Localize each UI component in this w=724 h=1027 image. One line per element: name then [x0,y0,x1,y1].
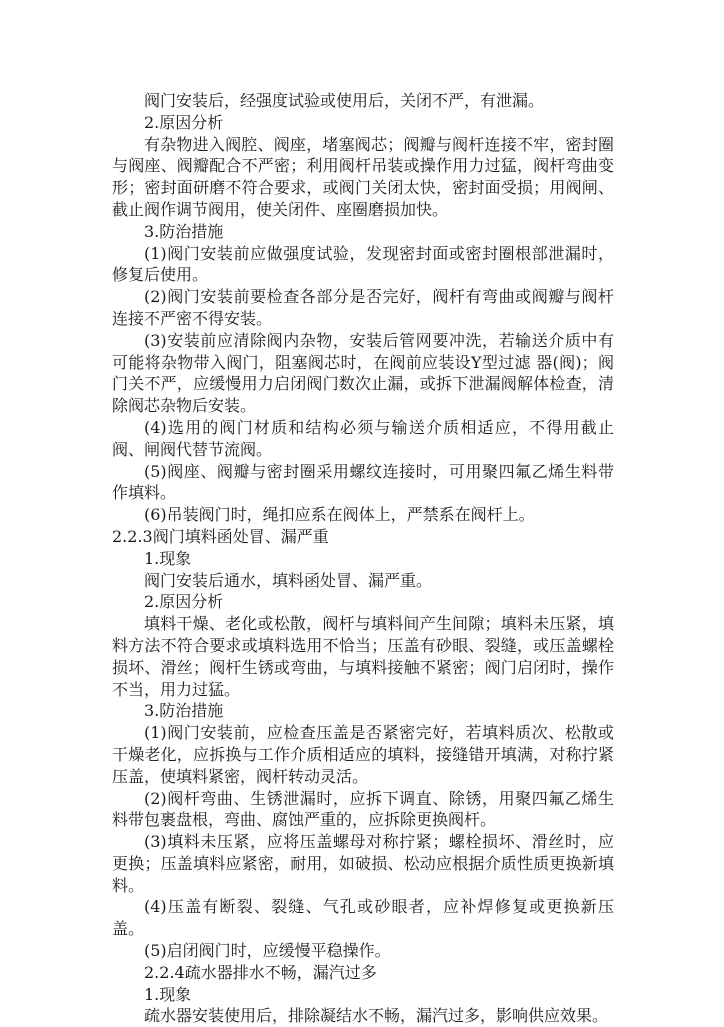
section-title-2-2-3: 2.2.3阀门填料函处冒、漏严重 [112,526,329,546]
paragraph-measure-3: (3)安装前应清除阀内杂物，安装后管网要冲洗，若输送介质中有可能将杂物带入阀门，阻塞阀芯时，在阀前应装设Y型过滤 器(阀)；阀门关不严，应缓慢用力启闭阀门数次止漏，或拆下泄漏阀解体检查，清除阀芯杂物后安装。 [112,330,614,416]
paragraph-measure-4: (4)选用的阀门材质和结构必须与输送介质相适应，不得用截止阀、闸阀代替节流阀。 [112,417,614,459]
paragraph-measure-5: (5)阀座、阀瓣与密封圈采用螺纹连接时，可用聚四氟乙烯生料带作填料。 [112,461,614,503]
paragraph-cause-analysis: 有杂物进入阀腔、阀座，堵塞阀芯；阀瓣与阀杆连接不牢，密封圈与阀座、阀瓣配合不严密；利用阀杆吊装或操作用力过猛，阀杆弯曲变形；密封面研磨不符合要求，或阀门关闭太快，密封面受损；用阀闸、截止阀作调节阀用，使关闭件、座圈磨损加快。 [112,134,614,219]
paragraph-measure-2-4: (4)压盖有断裂、裂缝、气孔或砂眼者，应补焊修复或更换新压盖。 [112,897,614,939]
heading-cause-analysis-2: 2.原因分析 [144,592,224,612]
paragraph-measure-2-5: (5)启闭阀门时，应缓慢平稳操作。 [144,941,391,961]
paragraph-measure-6: (6)吊装阀门时，绳扣应系在阀体上，严禁系在阀杆上。 [144,505,535,525]
paragraph-measure-2-2: (2)阀杆弯曲、生锈泄漏时，应拆下调直、除锈，用聚四氟乙烯生料带包裹盘根，弯曲、腐蚀严重的，应拆除更换阀杆。 [112,788,614,830]
paragraph-phenomenon-3: 疏水器安装使用后，排除凝结水不畅，漏汽过多，影响供应效果。 [144,1006,609,1026]
section-title-2-2-4: 2.2.4疏水器排水不畅，漏汽过多 [144,962,377,982]
paragraph-measure-2: (2)阀门安装前要检查各部分是否完好，阀杆有弯曲或阀瓣与阀杆连接不严密不得安装。 [112,287,614,328]
paragraph-symptom-closing-leak: 阀门安装后，经强度试验或使用后，关闭不严，有泄漏。 [144,91,545,110]
heading-phenomenon-3: 1.现象 [144,984,192,1004]
paragraph-measure-2-1: (1)阀门安装前，应检查压盖是否紧密完好，若填料质次、松散或干燥老化，应拆换与工作介质相适应的填料，接缝错开填满，对称拧紧压盖，使填料紧密，阀杆转动灵活。 [112,723,614,786]
heading-cause-analysis: 2.原因分析 [144,112,224,132]
document-page [112,90,614,1027]
paragraph-measure-2-3: (3)填料未压紧，应将压盖螺母对称拧紧；螺栓损坏、滑丝时，应更换；压盖填料应紧密，耐用，如破损、松动应根据介质性质更换新填料。 [112,832,614,895]
heading-prevention-measures-2: 3.防治措施 [144,701,224,721]
heading-prevention-measures: 3.防治措施 [144,221,224,241]
heading-phenomenon: 1.现象 [144,548,192,568]
paragraph-phenomenon: 阀门安装后通水，填料函处冒、漏严重。 [144,570,433,590]
paragraph-measure-1: (1)阀门安装前应做强度试验，发现密封面或密封圈根部泄漏时，修复后使用。 [112,243,614,285]
paragraph-cause-analysis-2: 填料干燥、老化或松散，阀杆与填料间产生间隙；填料未压紧，填料方法不符合要求或填料选用不恰当；压盖有砂眼、裂缝，或压盖螺栓损坏、滑丝；阀杆生锈或弯曲，与填料接触不紧密；阀门启闭时，操作不当，用力过猛。 [112,614,614,699]
